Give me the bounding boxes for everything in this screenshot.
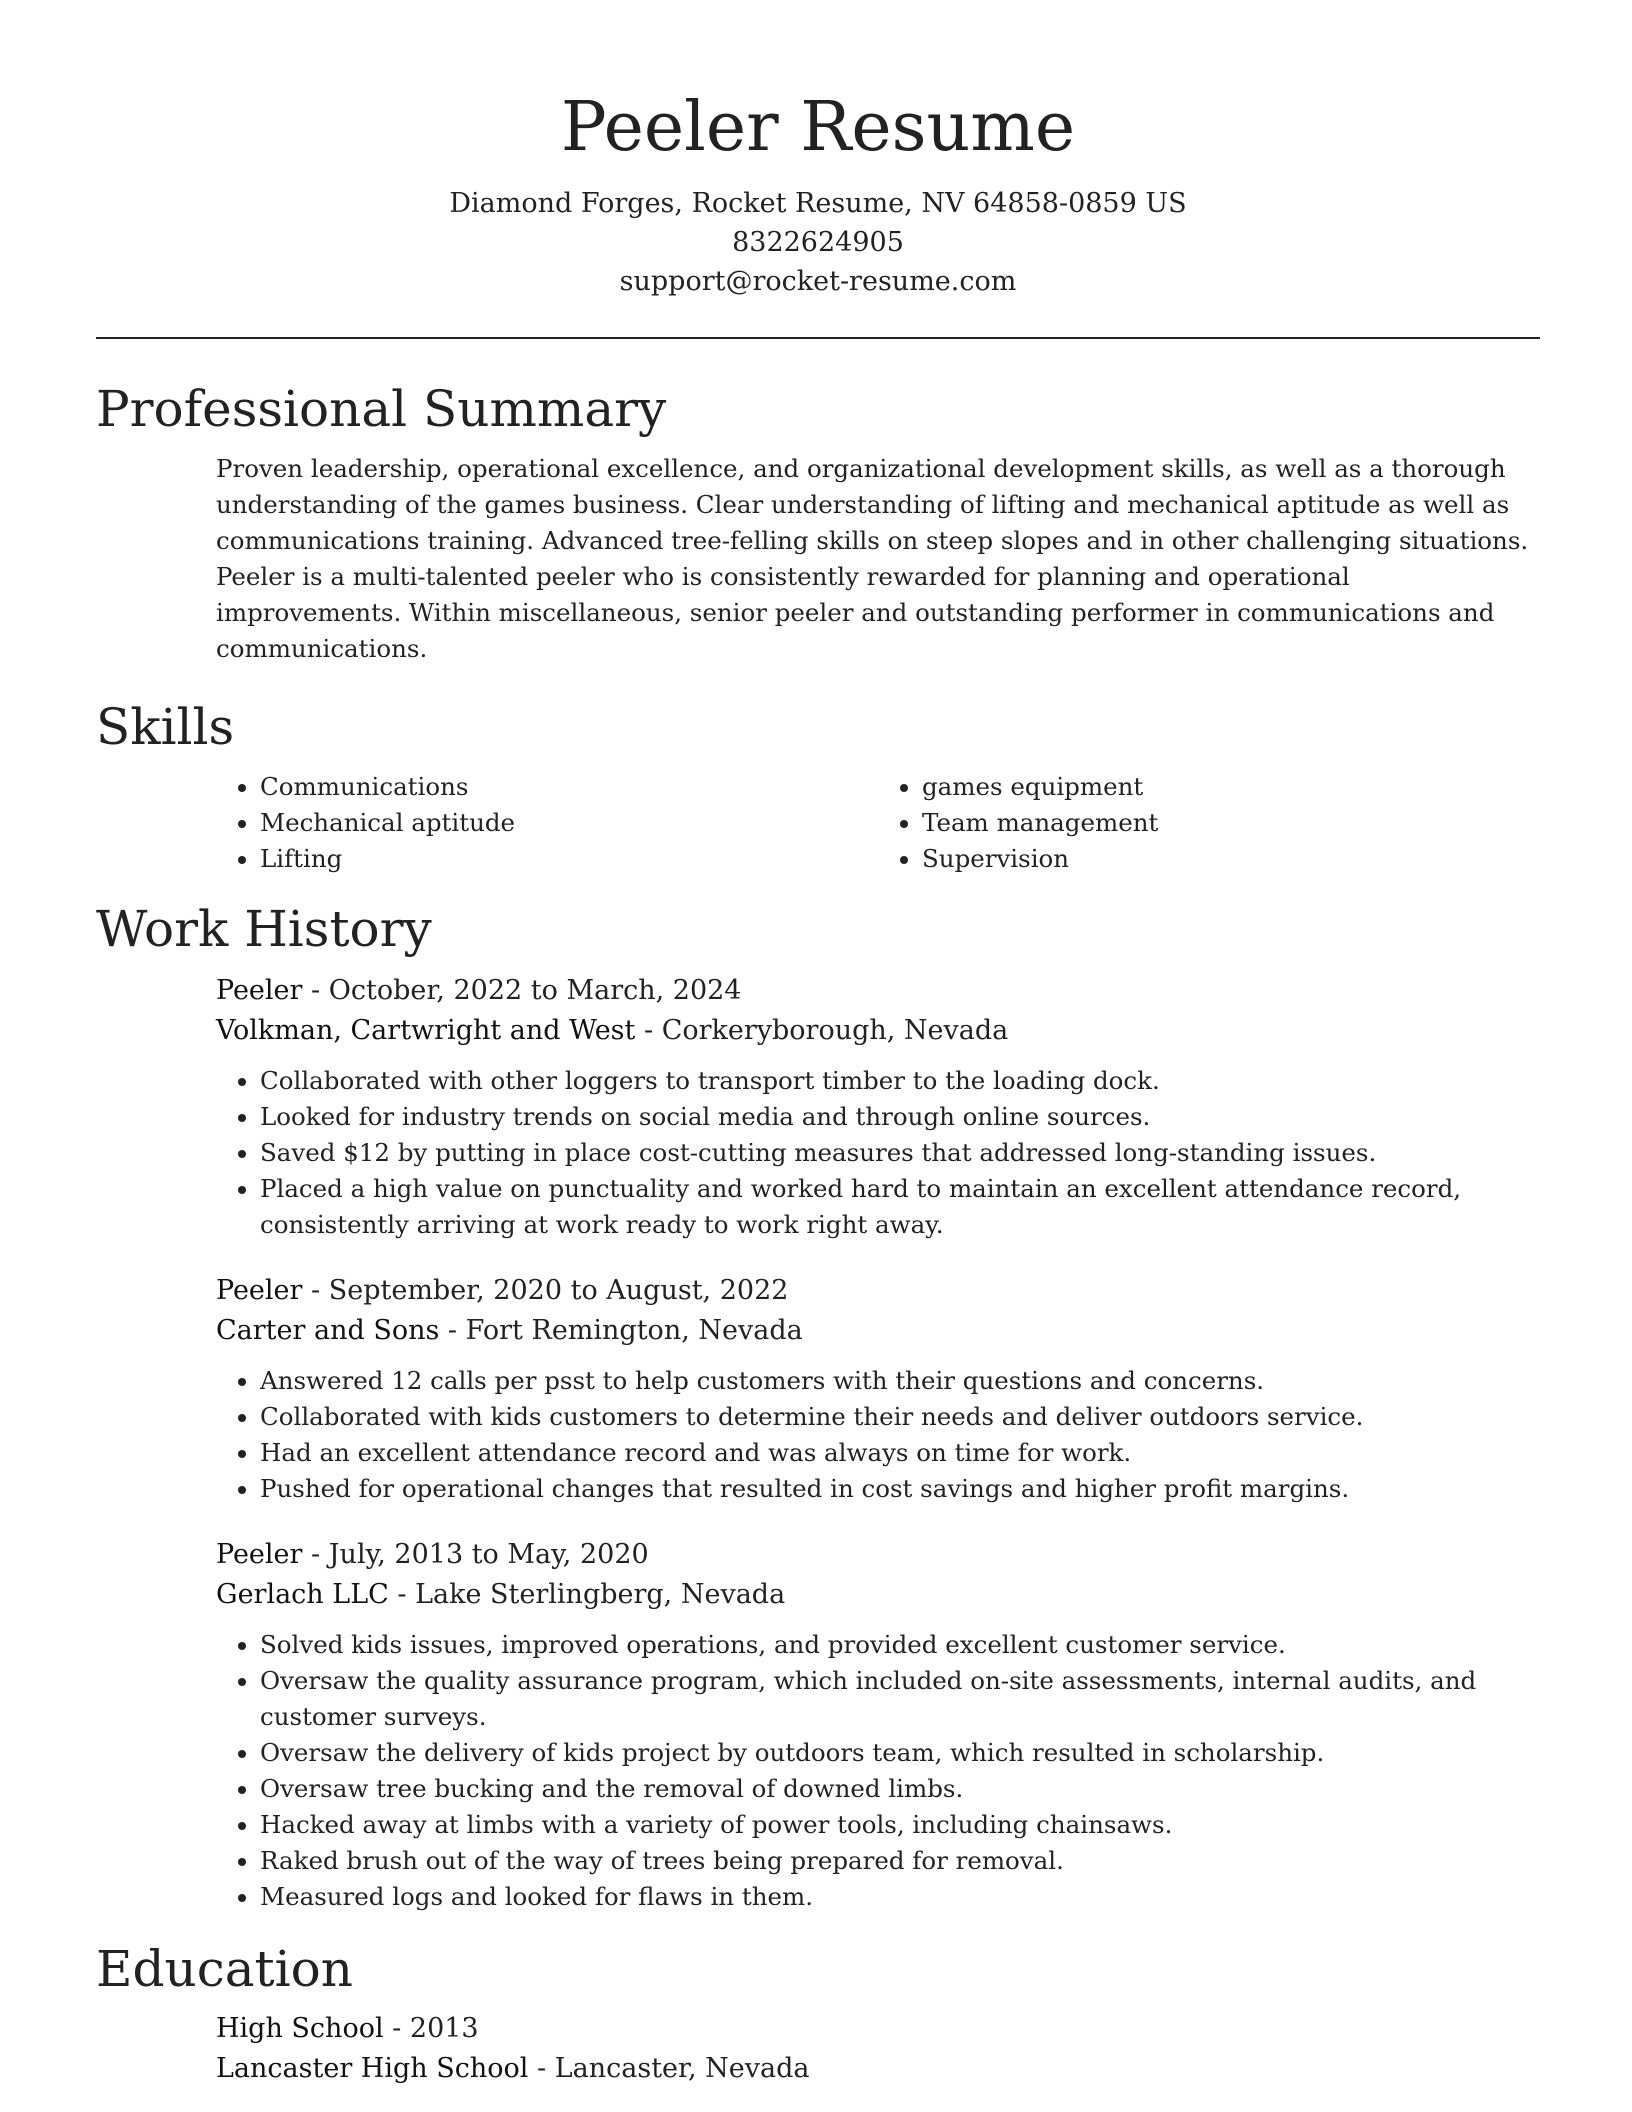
job-entry (216, 1535, 1540, 1915)
skill-item: • Supervision (922, 841, 1540, 877)
summary-text: Proven leadership, operational excellence, and organizational development skills, as well as a thorough understanding of the games business. Clear understanding of lifting and mechanical aptitude as well as communications training. Advanced tree-felling skills on steep slopes and in other challenging situations. Peeler is a multi-talented peeler who is consistently rewarded for planning and operational improvements. Within miscellaneous, senior peeler and outstanding performer in communications and communications. (216, 454, 1529, 663)
resume-header (96, 0, 1540, 301)
skill-item: • Mechanical aptitude (260, 805, 878, 841)
job-bullet: • Answered 12 calls per psst to help customers with their questions and concerns. (260, 1363, 1540, 1399)
resume-name: Peeler Resume (560, 88, 1076, 167)
skills-section (216, 769, 1540, 877)
job-bullet: • Pushed for operational changes that resulted in cost savings and higher profit margins. (260, 1471, 1540, 1507)
job-bullet: • Oversaw the quality assurance program, which included on-site assessments, internal audits, and customer surveys. (260, 1663, 1540, 1735)
job-bullet: • Raked brush out of the way of trees being prepared for removal. (260, 1843, 1540, 1879)
job-title-line (216, 1535, 1540, 1575)
job-bullet: • Solved kids issues, improved operations, and provided excellent customer service. (260, 1627, 1540, 1663)
job-location: Fort Remington, Nevada (465, 1315, 803, 1346)
job-title-line (216, 971, 1540, 1011)
job-bullet: • Looked for industry trends on social media and through online sources. (260, 1099, 1540, 1135)
separator: - (302, 1275, 329, 1306)
contact-email: support@rocket-resume.com (619, 266, 1017, 297)
education-year: 2013 (409, 2013, 479, 2044)
job-title-line (216, 1271, 1540, 1311)
education-heading: Education (96, 1940, 353, 1998)
work-section (216, 971, 1540, 1915)
job-company: Gerlach LLC (216, 1579, 389, 1610)
education-school: Lancaster High School (216, 2053, 529, 2084)
separator: - (635, 1015, 662, 1046)
education-school-line (216, 2049, 1540, 2089)
job-dates: October, 2022 to March, 2024 (328, 975, 742, 1006)
education-section (216, 2009, 1540, 2089)
separator: - (383, 2013, 410, 2044)
skill-item: • Lifting (260, 841, 878, 877)
job-entry (216, 971, 1540, 1243)
header-divider (96, 337, 1540, 339)
job-location: Corkeryborough, Nevada (661, 1015, 1009, 1046)
job-dates: September, 2020 to August, 2022 (328, 1275, 789, 1306)
job-company: Carter and Sons (216, 1315, 440, 1346)
job-role: Peeler (216, 975, 303, 1006)
skills-list-right (878, 769, 1540, 877)
job-org-line (216, 1311, 1540, 1351)
education-location: Lancaster, Nevada (554, 2053, 810, 2084)
contact-phone: 8322624905 (732, 227, 904, 258)
job-company: Volkman, Cartwright and West (216, 1015, 636, 1046)
job-org-line (216, 1011, 1540, 1051)
separator: - (302, 1539, 329, 1570)
education-degree-line (216, 2009, 1540, 2049)
summary-section (216, 451, 1540, 667)
job-entry (216, 1271, 1540, 1507)
job-bullets (216, 1063, 1540, 1243)
contact-address: Diamond Forges, Rocket Resume, NV 64858-0859 US (449, 188, 1187, 219)
job-bullets (216, 1627, 1540, 1915)
job-bullet: • Had an excellent attendance record and was always on time for work. (260, 1435, 1540, 1471)
job-bullet: • Saved $12 by putting in place cost-cutting measures that addressed long-standing issues. (260, 1135, 1540, 1171)
job-bullet: • Measured logs and looked for flaws in them. (260, 1879, 1540, 1915)
job-bullet: • Hacked away at limbs with a variety of power tools, including chainsaws. (260, 1807, 1540, 1843)
separator: - (302, 975, 329, 1006)
job-bullet: • Collaborated with kids customers to determine their needs and deliver outdoors service. (260, 1399, 1540, 1435)
skills-heading: Skills (96, 698, 235, 756)
job-bullet: • Oversaw the delivery of kids project by outdoors team, which resulted in scholarship. (260, 1735, 1540, 1771)
job-role: Peeler (216, 1275, 303, 1306)
resume-page (96, 0, 1540, 2089)
skill-item: • Team management (922, 805, 1540, 841)
skill-item: • games equipment (922, 769, 1540, 805)
work-heading: Work History (96, 900, 432, 958)
job-bullet: • Collaborated with other loggers to transport timber to the loading dock. (260, 1063, 1540, 1099)
summary-heading: Professional Summary (96, 380, 667, 438)
job-bullets (216, 1363, 1540, 1507)
skills-list-left (216, 769, 878, 877)
education-degree: High School (216, 2013, 384, 2044)
job-org-line (216, 1575, 1540, 1615)
separator: - (388, 1579, 416, 1610)
job-bullet: • Oversaw tree bucking and the removal of downed limbs. (260, 1771, 1540, 1807)
skill-item: • Communications (260, 769, 878, 805)
separator: - (439, 1315, 466, 1346)
job-bullet: • Placed a high value on punctuality and worked hard to maintain an excellent attendance record, consistently arriving at work ready to work right away. (260, 1171, 1540, 1243)
job-location: Lake Sterlingberg, Nevada (415, 1579, 786, 1610)
job-role: Peeler (216, 1539, 303, 1570)
separator: - (528, 2053, 555, 2084)
job-dates: July, 2013 to May, 2020 (328, 1539, 649, 1570)
